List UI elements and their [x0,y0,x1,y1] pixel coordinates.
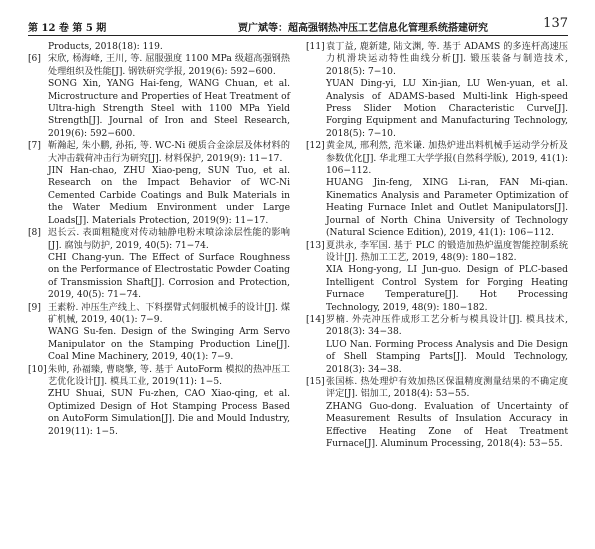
reference-translation: YUAN Ding-yi, LU Xin-jian, LU Wen-yuan, et al. Analysis of ADAMS-based Multi-link High-speed Press Slider Motion Characteristic Curve[J]. Forging Equipment and Manufacturing Technology, 2018(5): 7−10. [326,79,568,139]
reference-entry [28,53,290,140]
reference-entry [306,240,568,314]
reference-translation: ZHANG Guo-dong. Evaluation of Uncertainty of Measurement Results of Insulation Accuracy in Effective Heating Zone of Heat Treatment Furnace[J]. Aluminum Processing, 2018(4): 53−55. [326,401,568,449]
reference-number: [12] [306,141,325,152]
reference-number: [7] [28,141,41,152]
right-column [306,41,568,450]
reference-translation: HUANG Jin-feng, XING Li-ran, FAN Mi-qian. Kinematics Analysis and Parameter Optimization of Heating Furnace Inlet and Outlet Manipulators[J]. Journal of North China University of Technology (Natural Science Edition), 2019, 41(1): 106−112. [326,178,568,239]
reference-translation: LUO Nan. Forming Process Analysis and Die Design of Shell Stamping Parts[J]. Mould Technology, 2018(3): 34−38. [326,339,568,375]
reference-number: [8] [28,228,41,239]
reference-entry [306,314,568,376]
reference-translation: XIA Hong-yong, LI Jun-guo. Design of PLC-based Intelligent Control System for Forging Heating Furnace Temperature[J]. Hot Processing Technology, 2019, 48(9): 180−182. [326,265,568,313]
reference-entry [28,227,290,301]
page-header [28,16,568,34]
reference-number: [9] [28,302,41,313]
reference-entry [306,376,568,450]
reference-text: Products, 2018(18): 119. [48,42,163,52]
reference-number: [15] [306,376,325,387]
reference-number: [10] [28,364,47,375]
reference-entry [28,140,290,227]
reference-translation: ZHU Shuai, SUN Fu-zhen, CAO Xiao-qing, et al. Optimized Design of Hot Stamping Process Based on AutoForm Simulation[J]. Die and Mould Industry, 2019(11): 1−5. [48,389,290,437]
reference-entry [306,41,568,140]
reference-number: [11] [306,42,325,52]
reference-translation: WANG Su-fen. Design of the Swinging Arm Servo Manipulator on the Stamping Production Line[J]. Coal Mine Machinery, 2019, 40(1): 7−9. [48,327,290,363]
reference-text: 夏洪永, 李军国. 基于 PLC 的锻造加热炉温度智能控制系统设计[J]. 热加工工艺, 2019, 48(9): 180−182. [326,240,568,263]
header-rule [28,35,568,36]
reference-entry [306,140,568,239]
page-number: 137 [543,16,568,31]
reference-entry [28,302,290,364]
reference-text: 罗楠. 外壳冲压件成形工艺分析与模具设计[J]. 模具技术, 2018(3): 34−38. [326,314,568,338]
reference-text: 袁丁益, 鹿新建, 陆文渊, 等. 基于 ADAMS 的多连杆高速压力机滑块运动特性曲线分析[J]. 锻压装备与制造技术, 2018(5): 7−10. [326,42,568,77]
reference-entry [28,41,290,53]
reference-translation: SONG Xin, YANG Hai-feng, WANG Chuan, et al. Microstructure and Properties of Heat Treatment of Ultra-high Strength Steel with 1100 MPa Yield Strength[J]. Journal of Iron and Steel Research, 2019(6): 592−600. [48,79,290,139]
reference-text: 黄金凤, 邢利然, 范米谦. 加热炉进出料机械手运动学分析及参数优化[J]. 华北理工大学学报(自然科学版), 2019, 41(1): 106−112. [326,141,568,177]
reference-text: 张国栋. 热处理炉有效加热区保温精度测量结果的不确定度评定[J]. 铝加工, 2018(4): 53−55. [326,376,568,400]
reference-translation: JIN Han-chao, ZHU Xiao-peng, SUN Tuo, et al. Research on the Impact Behavior of WC-Ni Cemented Carbide Coatings and Bulk Materials in the Water Medium Environment under Large Loads[J]. Materials Protection, 2019(9): 11−17. [48,166,290,226]
reference-text: 王素粉. 冲压生产线上、下料摆臂式伺服机械手的设计[J]. 煤矿机械, 2019, 40(1): 7−9. [48,302,290,325]
volume-issue: 第 12 卷 第 5 期 [28,23,107,34]
reference-text: 宋欣, 杨海峰, 王川, 等. 屈服强度 1100 MPa 级超高强钢热处理组织及性能[J]. 钢铁研究学报, 2019(6): 592−600. [48,54,290,77]
reference-number: [14] [306,314,325,325]
reference-text: 靳瀚起, 朱小鹏, 孙拓, 等. WC-Ni 硬质合金涂层及体材料的大冲击载荷冲击行为研究[J]. 材料保护, 2019(9): 11−17. [48,141,290,164]
running-title: 贾广斌等：超高强钢热冲压工艺信息化管理系统搭建研究 [238,23,488,34]
reference-number: [6] [28,54,41,65]
reference-entry [28,364,290,438]
reference-number: [13] [306,240,325,251]
reference-translation: CHI Chang-yun. The Effect of Surface Roughness on the Performance of Electrostatic Powder Coating of Transmission Shaft[J]. Corrosion and Protection, 2019, 40(5): 71−74. [48,252,290,301]
left-column [28,41,290,438]
reference-text: 朱帅, 孙福臻, 曹晓擎, 等. 基于 AutoForm 模拟的热冲压工艺优化设计[J]. 模具工业, 2019(11): 1−5. [48,364,290,387]
reference-text: 迟长云. 表面粗糙度对传动轴静电粉末喷涂涂层性能的影响[J]. 腐蚀与防护, 2019, 40(5): 71−74. [48,228,290,251]
